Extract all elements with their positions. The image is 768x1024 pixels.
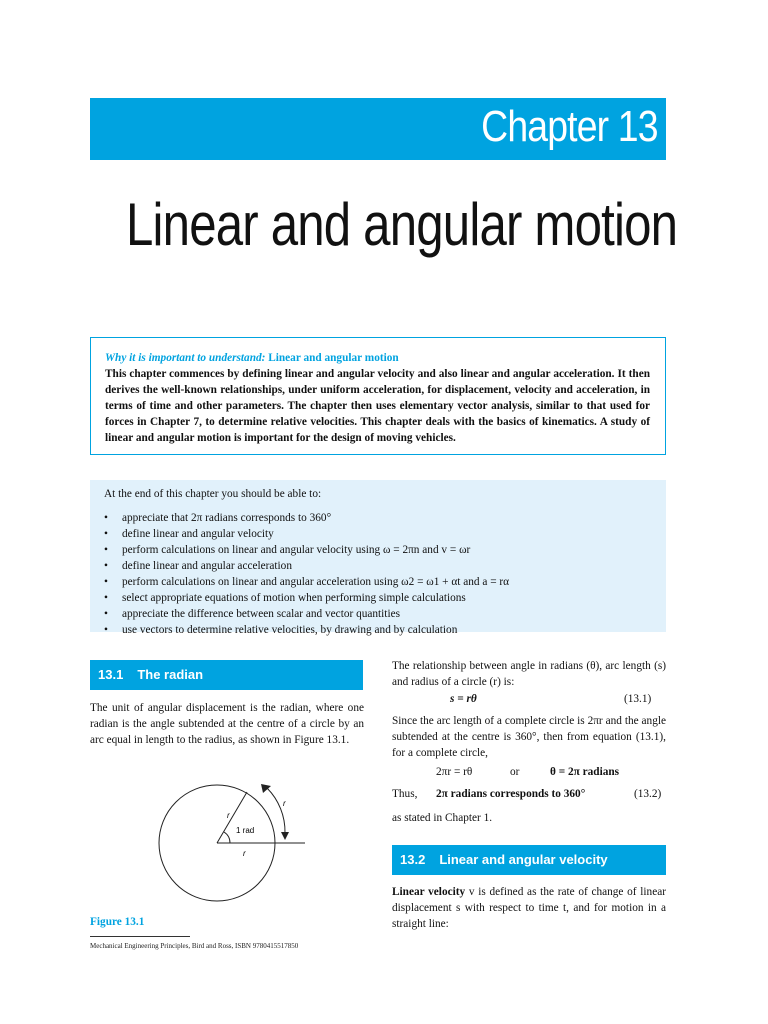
equation-13-1-number: (13.1) [624, 693, 652, 705]
arc-arrow [267, 788, 285, 833]
linear-velocity-definition: v is defined as the rate of change of linear displacement s with respect to time t, and for motion in a straight line: [392, 886, 666, 930]
objectives-list [104, 510, 666, 638]
radius-label: r [227, 811, 230, 820]
right-para-3: as stated in Chapter 1. [392, 812, 493, 824]
section-heading-13-2 [392, 845, 666, 875]
objective-item: • define linear and angular velocity [104, 526, 666, 542]
section-heading-13-1 [90, 660, 363, 690]
section-number: 13.2 [400, 852, 426, 867]
arrowhead-top [261, 784, 271, 793]
objective-item: • perform calculations on linear and angular velocity using ω = 2πn and v = ωr [104, 542, 666, 558]
radius-angled [217, 792, 247, 843]
arc-label: r [283, 799, 286, 808]
equation-complete-right: θ = 2π radians [550, 766, 620, 778]
linear-velocity-term: Linear velocity [392, 886, 466, 898]
chapter-banner [90, 98, 666, 160]
why-heading [105, 350, 665, 366]
right-para-1: The relationship between angle in radians (θ), arc length (s) and radius of a circle (r) is: [392, 660, 666, 688]
why-topic: Linear and angular motion [265, 352, 399, 364]
arrowhead-bottom [281, 832, 289, 840]
angle-arc [224, 832, 230, 843]
objective-item: • use vectors to determine relative velocities, by drawing and by calculation [104, 622, 666, 638]
objective-item: • appreciate the difference between scalar and vector quantities [104, 606, 666, 622]
chapter-label: Chapter 13 [481, 102, 658, 151]
section-13-2-text [392, 884, 666, 932]
objectives-intro: At the end of this chapter you should be able to: [104, 488, 322, 500]
section-13-1-text: The unit of angular displacement is the radian, where one radian is the angle subtended at the centre of a circle by an arc equal in length to the radius, as shown in Figure 13.1. [90, 702, 364, 746]
thus-label: Thus, [392, 788, 418, 800]
equation-complete-left: 2πr = rθ [436, 766, 473, 778]
objective-item: • select appropriate equations of motion when performing simple calculations [104, 590, 666, 606]
why-important-box [90, 337, 666, 455]
figure-caption: Figure 13.1 [90, 916, 145, 928]
footer-citation: Mechanical Engineering Principles, Bird and Ross, ISBN 9780415517850 [90, 942, 299, 950]
objective-item: • appreciate that 2π radians corresponds to 360° [104, 510, 666, 526]
section-number: 13.1 [98, 667, 124, 682]
objectives-box [90, 480, 666, 636]
section-title: Linear and angular velocity [439, 852, 608, 867]
objective-item: • perform calculations on linear and angular acceleration using ω2 = ω1 + αt and a = rα [104, 574, 666, 590]
angle-label: 1 rad [236, 826, 255, 835]
objective-item: • define linear and angular acceleration [104, 558, 666, 574]
equation-13-2-number: (13.2) [634, 788, 662, 800]
why-body: This chapter commences by defining linear and angular velocity and also linear and angular acceleration. It then derives the well-known relationships, under uniform acceleration, for displacement, velocity and acceleration, in terms of time and other parameters. The chapter then uses elementary vector analysis, similar to that used for forces in Chapter 7, to determine relative velocities. This chapter deals with the basics of kinematics. A study of linear and angular motion is important for the design of moving vehicles. [105, 368, 650, 444]
why-lead: Why it is important to understand: [105, 352, 266, 364]
chapter-title: Linear and angular motion [126, 191, 678, 258]
footer-divider [90, 936, 190, 937]
equation-or: or [510, 766, 520, 778]
radius-label-bottom: r [243, 849, 246, 858]
equation-13-1: s = rθ [450, 693, 477, 705]
right-para-2: Since the arc length of a complete circle is 2πr and the angle subtended at the centre is 360°, then from equation (13.1), for a complete circle, [392, 715, 666, 759]
equation-13-2: 2π radians corresponds to 360° [436, 788, 586, 800]
radian-figure [135, 770, 305, 910]
section-title: The radian [137, 667, 204, 682]
